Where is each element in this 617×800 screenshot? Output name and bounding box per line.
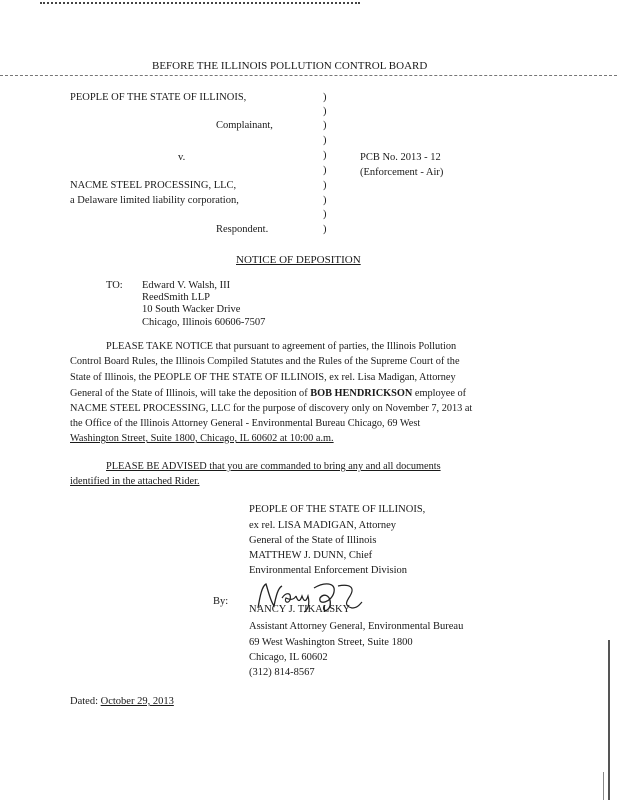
text-run: General of the State of Illinois, will take the deposition of [70,388,311,399]
notice-title: NOTICE OF DEPOSITION [236,254,361,266]
versus-label: v. [178,152,186,163]
signature-block-line: ex rel. LISA MADIGAN, Attorney [249,520,396,531]
board-title: BEFORE THE ILLINOIS POLLUTION CONTROL BOARD [152,60,428,72]
dated-label: Dated: [70,696,98,707]
signature-block-line: PEOPLE OF THE STATE OF ILLINOIS, [249,504,426,515]
signer-name: NANCY J. TIKALSKY [249,604,351,615]
to-label: TO: [106,280,123,291]
header-rule [0,75,617,76]
addressee-line: 10 South Wacker Drive [142,304,241,315]
plaintiff-name: PEOPLE OF THE STATE OF ILLINOIS, [70,92,247,103]
addressee-line: ReedSmith LLP [142,292,210,303]
signer-line: (312) 814-8567 [249,667,315,678]
advised-line: PLEASE BE ADVISED that you are commanded to bring any and all documents [106,461,441,472]
paren: ) [323,180,327,191]
paragraph-line: Control Board Rules, the Illinois Compiled Statutes and the Rules of the Supreme Court of the [70,356,460,367]
signer-line: 69 West Washington Street, Suite 1800 [249,637,413,648]
signature-block-line: General of the State of Illinois [249,535,377,546]
signer-line: Chicago, IL 60602 [249,652,328,663]
scan-artifact-edge [608,640,610,800]
paragraph-line: Washington Street, Suite 1800, Chicago, IL 60602 at 10:00 a.m. [70,433,334,444]
text-run: employee of [412,388,467,399]
addressee-line: Chicago, Illinois 60606-7507 [142,317,266,328]
paren: ) [323,195,327,206]
signature-block-line: Environmental Enforcement Division [249,565,408,576]
paragraph-line: State of Illinois, the PEOPLE OF THE STATE OF ILLINOIS, ex rel. Lisa Madigan, Attorney [70,372,456,383]
respondent-label: Respondent. [216,224,269,235]
deponent-name: BOB HENDRICKSON [310,388,413,399]
paren: ) [323,92,327,103]
paren: ) [323,106,327,117]
defendant-description: a Delaware limited liability corporation, [70,195,239,206]
paren: ) [323,224,327,235]
case-number: PCB No. 2013 - 12 [360,152,441,163]
paragraph-line: PLEASE TAKE NOTICE that pursuant to agreement of parties, the Illinois Pollution [106,341,457,352]
scan-artifact-edge [603,772,604,800]
case-type: (Enforcement - Air) [360,167,444,178]
paren: ) [323,209,327,220]
advised-line: identified in the attached Rider. [70,476,200,487]
paren: ) [323,120,327,131]
paren: ) [323,165,327,176]
addressee-line: Edward V. Walsh, III [142,280,231,291]
by-label: By: [213,596,229,607]
complainant-label: Complainant, [216,120,273,131]
signer-line: Assistant Attorney General, Environmental Bureau [249,621,464,632]
scan-artifact-top [40,2,360,4]
paragraph-line: NACME STEEL PROCESSING, LLC for the purpose of discovery only on November 7, 2013 at [70,403,473,414]
paren: ) [323,150,327,161]
paren: ) [323,135,327,146]
dated-line [70,697,174,708]
dated-value: October 29, 2013 [100,696,174,707]
defendant-name: NACME STEEL PROCESSING, LLC, [70,180,237,191]
paragraph-line [70,389,466,399]
paragraph-line: the Office of the Illinois Attorney General - Environmental Bureau Chicago, 69 West [70,418,421,429]
signature-block-line: MATTHEW J. DUNN, Chief [249,550,373,561]
